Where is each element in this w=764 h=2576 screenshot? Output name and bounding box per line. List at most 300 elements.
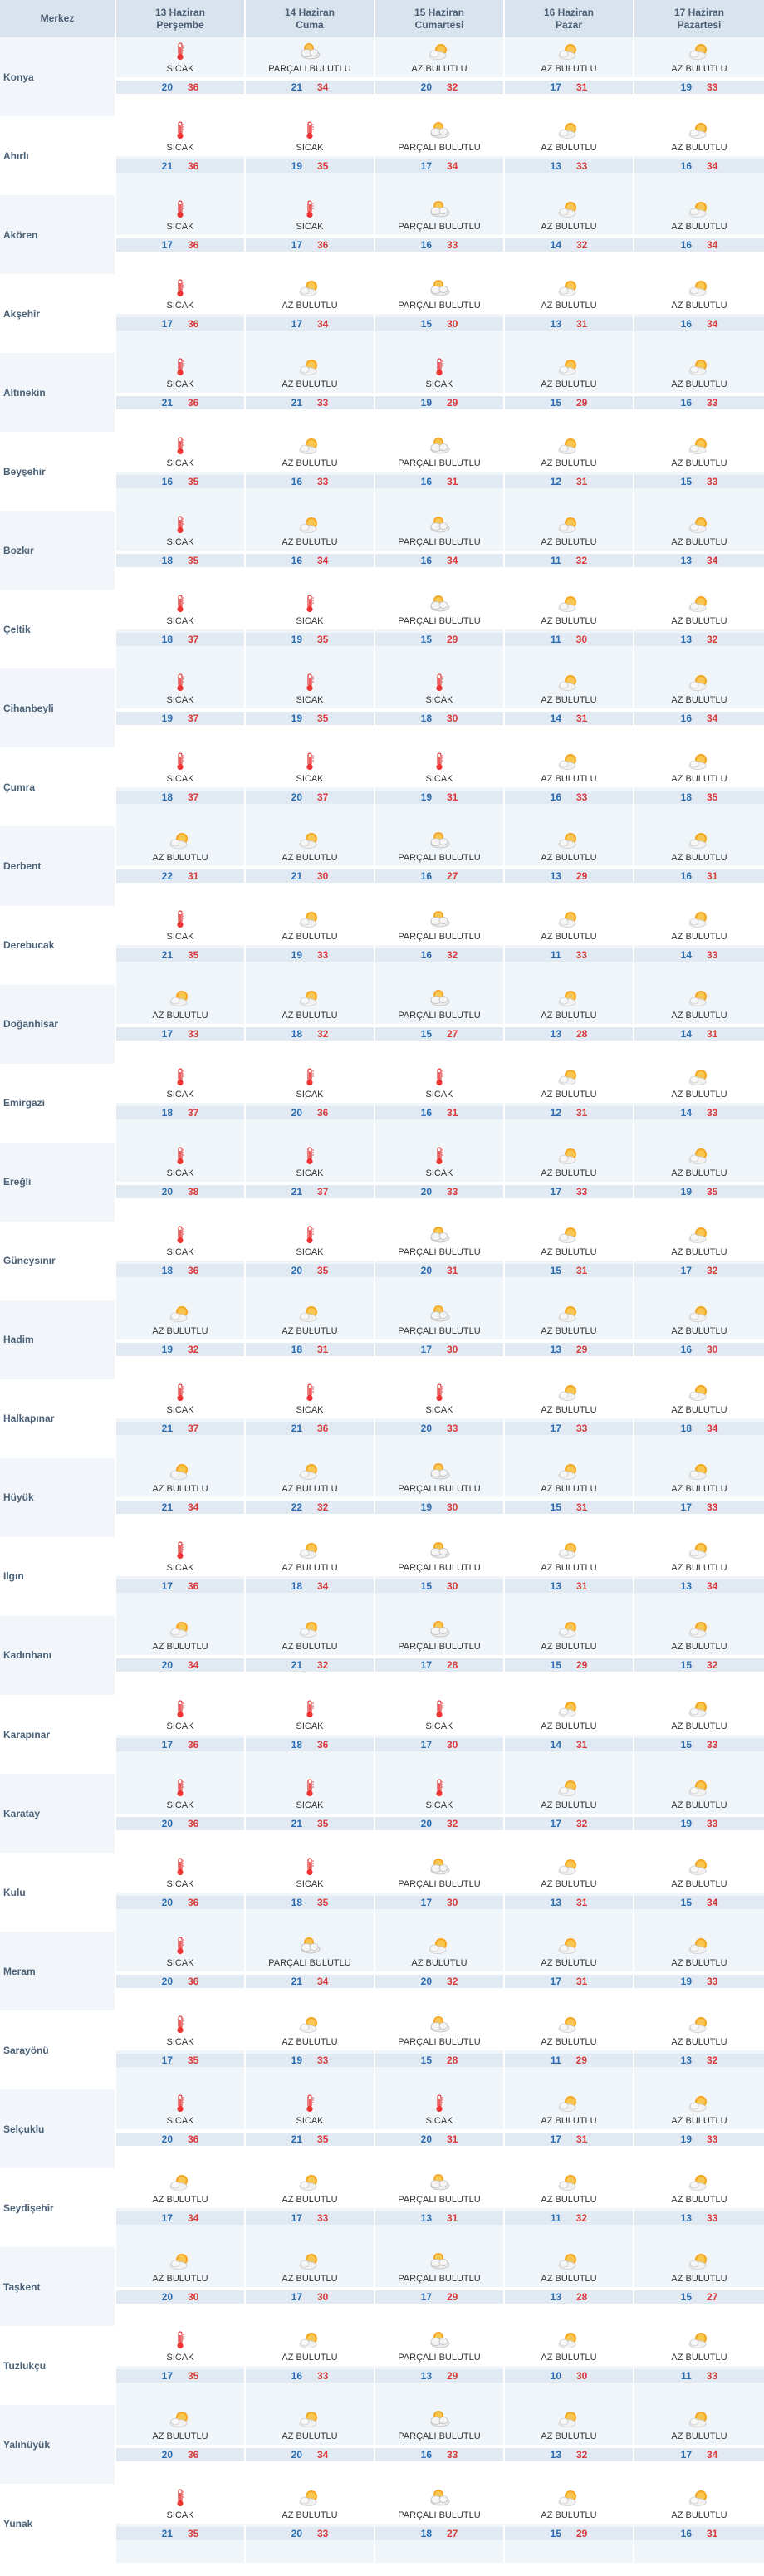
condition-label: SICAK xyxy=(166,615,194,626)
temperature-range xyxy=(634,1896,764,1909)
condition-label: AZ BULUTLU xyxy=(541,932,597,943)
temperature-range xyxy=(375,1264,503,1277)
forecast-cell xyxy=(375,2326,505,2405)
max-temperature: 33 xyxy=(707,1501,718,1514)
forecast-cell xyxy=(116,1616,246,1695)
temperature-range xyxy=(246,1027,374,1041)
max-temperature: 33 xyxy=(707,396,718,409)
min-temperature: 19 xyxy=(420,1501,432,1514)
max-temperature: 32 xyxy=(447,1817,458,1829)
max-temperature: 32 xyxy=(576,2448,588,2461)
table-row xyxy=(0,1853,764,1932)
min-temperature: 21 xyxy=(291,1659,302,1672)
max-temperature: 32 xyxy=(317,1028,329,1041)
condition-label: SICAK xyxy=(166,1168,194,1179)
condition-label: PARÇALI BULUTLU xyxy=(398,615,481,626)
cloudy-sun-icon xyxy=(427,199,452,219)
temperature-range xyxy=(505,1501,633,1514)
min-temperature: 21 xyxy=(291,1975,302,1987)
temperature-range xyxy=(505,712,633,725)
min-temperature: 18 xyxy=(680,1423,692,1435)
forecast-cell xyxy=(375,906,505,985)
max-temperature: 34 xyxy=(317,81,329,93)
min-temperature: 15 xyxy=(550,1659,561,1672)
forecast-cell xyxy=(634,1616,764,1695)
table-row xyxy=(0,1616,764,1695)
max-temperature: 35 xyxy=(317,1817,329,1829)
table-row xyxy=(0,2326,764,2405)
temperature-range xyxy=(505,1422,633,1435)
min-temperature: 21 xyxy=(161,2527,173,2539)
partly-sunny-icon xyxy=(687,2488,712,2508)
max-temperature: 30 xyxy=(447,1738,458,1751)
partly-sunny-icon xyxy=(297,515,322,535)
temperature-range xyxy=(634,2369,764,2383)
cloudy-sun-icon xyxy=(297,1936,322,1956)
forecast-cell xyxy=(375,1537,505,1616)
thermometer-icon xyxy=(168,1699,193,1719)
thermometer-icon xyxy=(427,752,452,771)
min-temperature: 14 xyxy=(680,1107,692,1119)
min-temperature: 20 xyxy=(161,1896,173,1908)
city-name: Meram xyxy=(3,1965,36,1977)
condition-label: AZ BULUTLU xyxy=(282,932,338,943)
min-temperature: 15 xyxy=(680,475,692,487)
partly-sunny-icon xyxy=(297,278,322,298)
max-temperature: 32 xyxy=(317,1501,329,1514)
forecast-cell xyxy=(246,1537,375,1616)
forecast-cell xyxy=(634,1695,764,1774)
condition-label: SICAK xyxy=(166,1721,194,1731)
condition-label: AZ BULUTLU xyxy=(282,1484,338,1495)
min-temperature: 17 xyxy=(550,81,561,93)
max-temperature: 27 xyxy=(707,2290,718,2303)
condition-label: PARÇALI BULUTLU xyxy=(398,1011,481,1021)
min-temperature: 21 xyxy=(161,949,173,962)
max-temperature: 28 xyxy=(447,2054,458,2066)
forecast-cell xyxy=(116,274,246,353)
max-temperature: 29 xyxy=(576,1344,588,1356)
temperature-range xyxy=(116,1027,244,1041)
max-temperature: 29 xyxy=(576,396,588,409)
forecast-cell xyxy=(246,2484,375,2563)
max-temperature: 27 xyxy=(447,2527,458,2539)
min-temperature: 20 xyxy=(420,1817,432,1829)
temperature-range xyxy=(375,2054,503,2067)
max-temperature: 31 xyxy=(447,2133,458,2145)
min-temperature: 17 xyxy=(161,2211,173,2224)
min-temperature: 21 xyxy=(291,81,302,93)
partly-sunny-icon xyxy=(556,988,581,1008)
temperature-range xyxy=(634,1264,764,1277)
temperature-range xyxy=(505,791,633,804)
city-name: Akşehir xyxy=(3,307,41,320)
forecast-cell xyxy=(634,2326,764,2405)
temperature-range xyxy=(116,1738,244,1751)
min-temperature: 18 xyxy=(291,1738,302,1751)
condition-label: SICAK xyxy=(166,458,194,468)
min-temperature: 17 xyxy=(161,1028,173,1041)
max-temperature: 31 xyxy=(576,712,588,724)
partly-sunny-icon xyxy=(168,2409,193,2429)
min-temperature: 19 xyxy=(420,791,432,803)
max-temperature: 30 xyxy=(188,2290,199,2303)
cloudy-sun-icon xyxy=(427,1225,452,1245)
thermometer-icon xyxy=(427,1146,452,1166)
cloudy-sun-icon xyxy=(427,2015,452,2035)
condition-label: SICAK xyxy=(296,1168,324,1179)
max-temperature: 35 xyxy=(188,2369,199,2382)
max-temperature: 34 xyxy=(707,712,718,724)
max-temperature: 34 xyxy=(707,317,718,330)
forecast-cell xyxy=(634,2089,764,2168)
max-temperature: 32 xyxy=(707,1265,718,1277)
max-temperature: 33 xyxy=(317,2369,329,2382)
temperature-range xyxy=(634,1579,764,1593)
min-temperature: 17 xyxy=(680,1265,692,1277)
min-temperature: 13 xyxy=(420,2369,432,2382)
partly-sunny-icon xyxy=(297,436,322,456)
table-row xyxy=(0,1537,764,1616)
forecast-cell xyxy=(246,2168,375,2247)
header-day-weekday: Pazar xyxy=(555,18,583,31)
partly-sunny-icon xyxy=(687,1857,712,1877)
temperature-range xyxy=(375,791,503,804)
max-temperature: 36 xyxy=(188,1580,199,1593)
city-cell xyxy=(0,668,116,747)
forecast-cell xyxy=(116,353,246,432)
temperature-range xyxy=(246,1579,374,1593)
table-row xyxy=(0,826,764,905)
partly-sunny-icon xyxy=(168,1462,193,1481)
min-temperature: 17 xyxy=(550,1186,561,1198)
thermometer-icon xyxy=(168,1540,193,1560)
max-temperature: 33 xyxy=(317,2054,329,2066)
max-temperature: 32 xyxy=(576,238,588,251)
partly-sunny-icon xyxy=(687,2251,712,2271)
forecast-cell xyxy=(116,1853,246,1932)
partly-sunny-icon xyxy=(168,830,193,850)
max-temperature: 30 xyxy=(576,2369,588,2382)
max-temperature: 30 xyxy=(447,317,458,330)
city-cell xyxy=(0,2405,116,2484)
forecast-cell xyxy=(375,1932,505,2010)
temperature-range xyxy=(375,1738,503,1751)
max-temperature: 27 xyxy=(447,869,458,882)
temperature-range xyxy=(505,2369,633,2383)
temperature-range xyxy=(375,2211,503,2225)
forecast-cell xyxy=(634,1458,764,1537)
max-temperature: 36 xyxy=(188,2448,199,2461)
forecast-cell xyxy=(116,116,246,195)
forecast-cell xyxy=(246,1853,375,1932)
temperature-range xyxy=(116,2448,244,2461)
max-temperature: 31 xyxy=(447,791,458,803)
cloudy-sun-icon xyxy=(427,120,452,140)
forecast-cell xyxy=(375,668,505,747)
city-name: Yunak xyxy=(3,2517,33,2529)
city-name: Halkapınar xyxy=(3,1413,55,1425)
min-temperature: 20 xyxy=(420,1186,432,1198)
forecast-cell xyxy=(505,2010,634,2089)
max-temperature: 31 xyxy=(576,2133,588,2145)
max-temperature: 34 xyxy=(317,554,329,566)
temperature-range xyxy=(505,1185,633,1198)
min-temperature: 20 xyxy=(420,1975,432,1987)
max-temperature: 31 xyxy=(576,1896,588,1908)
condition-label: AZ BULUTLU xyxy=(152,1642,208,1653)
max-temperature: 33 xyxy=(706,2369,718,2382)
temperature-range xyxy=(246,2448,374,2461)
max-temperature: 34 xyxy=(447,554,458,566)
max-temperature: 31 xyxy=(447,475,458,487)
temperature-range xyxy=(246,1817,374,1830)
condition-label: PARÇALI BULUTLU xyxy=(398,1484,481,1495)
temperature-range xyxy=(246,396,374,409)
min-temperature: 20 xyxy=(161,1975,173,1987)
forecast-cell xyxy=(634,1300,764,1379)
max-temperature: 30 xyxy=(447,1896,458,1908)
forecast-cell xyxy=(505,432,634,511)
condition-label: SICAK xyxy=(296,2115,324,2126)
partly-sunny-icon xyxy=(687,2172,712,2192)
table-row xyxy=(0,590,764,668)
min-temperature: 16 xyxy=(680,238,692,251)
forecast-cell xyxy=(116,1143,246,1222)
min-temperature: 16 xyxy=(161,475,173,487)
min-temperature: 17 xyxy=(550,1423,561,1435)
min-temperature: 21 xyxy=(291,1817,302,1829)
city-cell xyxy=(0,1932,116,2010)
table-row xyxy=(0,116,764,195)
forecast-cell xyxy=(505,37,634,116)
max-temperature: 35 xyxy=(188,475,199,487)
forecast-cell xyxy=(634,195,764,274)
temperature-range xyxy=(116,317,244,331)
condition-label: AZ BULUTLU xyxy=(282,458,338,468)
max-temperature: 35 xyxy=(188,554,199,566)
max-temperature: 32 xyxy=(447,1975,458,1987)
forecast-cell xyxy=(634,511,764,590)
forecast-cell xyxy=(375,2484,505,2563)
temperature-range xyxy=(375,1896,503,1909)
condition-label: SICAK xyxy=(296,1800,324,1810)
condition-label: AZ BULUTLU xyxy=(671,932,727,943)
partly-sunny-icon xyxy=(556,909,581,929)
min-temperature: 17 xyxy=(161,1738,173,1751)
header-day-date: 13 Haziran xyxy=(154,6,206,18)
temperature-range xyxy=(116,475,244,488)
condition-label: AZ BULUTLU xyxy=(541,221,597,232)
city-cell xyxy=(0,1458,116,1537)
temperature-range xyxy=(246,81,374,94)
city-name: Hüyük xyxy=(3,1491,34,1504)
condition-label: AZ BULUTLU xyxy=(671,536,727,547)
condition-label: AZ BULUTLU xyxy=(541,694,597,705)
temperature-range xyxy=(505,159,633,173)
condition-label: AZ BULUTLU xyxy=(541,458,597,468)
condition-label: SICAK xyxy=(166,379,194,389)
condition-label: AZ BULUTLU xyxy=(541,852,597,863)
temperature-range xyxy=(116,1975,244,1988)
max-temperature: 33 xyxy=(707,475,718,487)
forecast-cell xyxy=(634,432,764,511)
temperature-range xyxy=(634,1501,764,1514)
min-temperature: 19 xyxy=(680,1975,692,1987)
city-cell xyxy=(0,1222,116,1300)
header-day-4 xyxy=(505,0,634,37)
min-temperature: 20 xyxy=(291,1265,302,1277)
max-temperature: 36 xyxy=(317,1107,329,1119)
condition-label: SICAK xyxy=(296,694,324,705)
forecast-cell xyxy=(246,2010,375,2089)
cloudy-sun-icon xyxy=(427,830,452,850)
max-temperature: 30 xyxy=(447,1501,458,1514)
cloudy-sun-icon xyxy=(427,515,452,535)
condition-label: AZ BULUTLU xyxy=(671,2036,727,2047)
city-cell xyxy=(0,1853,116,1932)
table-row xyxy=(0,2247,764,2326)
forecast-cell xyxy=(375,2168,505,2247)
partly-sunny-icon xyxy=(556,436,581,456)
city-name: Sarayönü xyxy=(3,2044,49,2056)
city-name: Karatay xyxy=(3,1807,41,1819)
condition-label: SICAK xyxy=(166,1247,194,1258)
partly-sunny-icon xyxy=(556,1225,581,1245)
max-temperature: 33 xyxy=(317,2211,329,2224)
city-name: Akören xyxy=(3,228,38,241)
condition-label: AZ BULUTLU xyxy=(541,773,597,784)
condition-label: AZ BULUTLU xyxy=(671,1247,727,1258)
forecast-cell xyxy=(375,1379,505,1458)
temperature-range xyxy=(505,81,633,94)
partly-sunny-icon xyxy=(687,752,712,771)
temperature-range xyxy=(116,1343,244,1356)
forecast-cell xyxy=(116,668,246,747)
header-day-weekday: Cumartesi xyxy=(414,18,464,31)
temperature-range xyxy=(116,238,244,252)
thermometer-icon xyxy=(297,752,322,771)
temperature-range xyxy=(246,712,374,725)
forecast-cell xyxy=(246,1379,375,1458)
forecast-cell xyxy=(505,2484,634,2563)
city-cell xyxy=(0,2089,116,2168)
min-temperature: 16 xyxy=(291,2369,302,2382)
temperature-range xyxy=(116,2369,244,2383)
thermometer-icon xyxy=(168,1383,193,1403)
temperature-range xyxy=(634,1422,764,1435)
min-temperature: 16 xyxy=(680,396,692,409)
min-temperature: 17 xyxy=(550,1975,561,1987)
min-temperature: 16 xyxy=(680,317,692,330)
header-day-date: 15 Haziran xyxy=(414,6,465,18)
partly-sunny-icon xyxy=(687,1540,712,1560)
forecast-cell xyxy=(505,1537,634,1616)
temperature-range xyxy=(246,1185,374,1198)
min-temperature: 21 xyxy=(291,396,302,409)
forecast-cell xyxy=(246,2247,375,2326)
max-temperature: 35 xyxy=(317,633,329,645)
min-temperature: 13 xyxy=(680,2054,692,2066)
max-temperature: 34 xyxy=(188,1501,199,1514)
temperature-range xyxy=(505,1975,633,1988)
cloudy-sun-icon xyxy=(427,1304,452,1324)
max-temperature: 31 xyxy=(576,1975,588,1987)
min-temperature: 13 xyxy=(680,1580,692,1593)
forecast-cell xyxy=(246,2405,375,2484)
max-temperature: 36 xyxy=(188,1738,199,1751)
condition-label: PARÇALI BULUTLU xyxy=(398,142,481,153)
condition-label: AZ BULUTLU xyxy=(152,852,208,863)
temperature-range xyxy=(634,1027,764,1041)
max-temperature: 33 xyxy=(576,791,588,803)
city-cell xyxy=(0,116,116,195)
forecast-cell xyxy=(634,2010,764,2089)
min-temperature: 11 xyxy=(550,2211,561,2224)
condition-label: AZ BULUTLU xyxy=(411,63,468,74)
max-temperature: 31 xyxy=(576,1265,588,1277)
condition-label: SICAK xyxy=(166,536,194,547)
temperature-range xyxy=(246,1343,374,1356)
partly-sunny-icon xyxy=(687,436,712,456)
max-temperature: 35 xyxy=(707,1186,718,1198)
max-temperature: 30 xyxy=(575,633,588,645)
temperature-range xyxy=(634,791,764,804)
max-temperature: 31 xyxy=(447,1107,458,1119)
temperature-range xyxy=(505,1817,633,1830)
temperature-range xyxy=(375,396,503,409)
max-temperature: 35 xyxy=(188,2527,199,2539)
partly-sunny-icon xyxy=(687,1067,712,1087)
min-temperature: 21 xyxy=(291,1186,302,1198)
thermometer-icon xyxy=(168,515,193,535)
forecast-cell xyxy=(116,1300,246,1379)
condition-label: AZ BULUTLU xyxy=(152,1011,208,1021)
thermometer-icon xyxy=(168,909,193,929)
condition-label: AZ BULUTLU xyxy=(282,300,338,311)
table-row xyxy=(0,1932,764,2010)
condition-label: AZ BULUTLU xyxy=(671,1642,727,1653)
max-temperature: 28 xyxy=(576,1028,588,1041)
condition-label: PARÇALI BULUTLU xyxy=(398,852,481,863)
temperature-range xyxy=(505,1579,633,1593)
condition-label: AZ BULUTLU xyxy=(282,1326,338,1337)
max-temperature: 31 xyxy=(447,1265,458,1277)
forecast-cell xyxy=(505,353,634,432)
max-temperature: 29 xyxy=(575,2054,588,2066)
temperature-range xyxy=(375,2448,503,2461)
partly-sunny-icon xyxy=(556,2251,581,2271)
table-row xyxy=(0,1379,764,1458)
condition-label: AZ BULUTLU xyxy=(671,2510,727,2520)
min-temperature: 20 xyxy=(420,2133,432,2145)
table-row xyxy=(0,1143,764,1222)
max-temperature: 33 xyxy=(707,2211,718,2224)
forecast-cell xyxy=(246,2326,375,2405)
temperature-range xyxy=(634,1975,764,1988)
min-temperature: 19 xyxy=(291,949,302,962)
max-temperature: 35 xyxy=(707,791,718,803)
condition-label: AZ BULUTLU xyxy=(671,1326,727,1337)
temperature-range xyxy=(505,2527,633,2540)
max-temperature: 36 xyxy=(188,2133,199,2145)
city-cell xyxy=(0,1774,116,1853)
min-temperature: 13 xyxy=(550,1580,561,1593)
temperature-range xyxy=(375,1343,503,1356)
temperature-range xyxy=(116,1501,244,1514)
condition-label: AZ BULUTLU xyxy=(541,2273,597,2284)
thermometer-icon xyxy=(168,2488,193,2508)
